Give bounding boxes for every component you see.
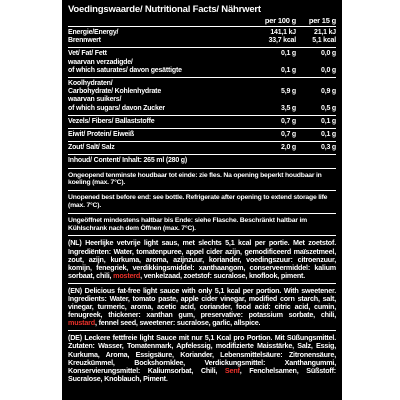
- nutrition-title: Voedingswaarde/ Nutritional Facts/ Nährwert: [68, 4, 261, 15]
- nutrition-row: [68, 118, 336, 126]
- value-per-portion: 0,1 g: [321, 117, 336, 125]
- value-per-portion: 0,0 g 0,0 g: [321, 50, 336, 74]
- nutrition-section: [68, 27, 336, 48]
- nutrition-row: [68, 131, 336, 139]
- nutrition-section: [68, 48, 336, 78]
- value-per-portion: 0,1 g: [321, 131, 336, 139]
- storage-nl: Ongeopend tenminste houdbaar tot einde: zie fles. Na opening beperkt houdbaar in koeling (max. 7°C).: [68, 169, 336, 192]
- nutrient-name: Zout/ Salt/ Salz: [68, 144, 115, 152]
- value-per-100g: 141,1 kJ 33,7 kcal: [268, 29, 296, 45]
- value-per-portion: 0,3 g: [321, 144, 336, 152]
- nutrition-section: [68, 129, 336, 142]
- value-per-100g: 5,9 g 3,5 g: [281, 88, 296, 112]
- value-per-100g: 0,7 g: [281, 117, 296, 125]
- nutrition-section: [68, 78, 336, 116]
- ingredients-en: (EN) Delicious fat-free light sauce with only 5,1 kcal per portion. With sweetener. Ingredients: Water, tomato paste, apple cider vinegar, modified corn starch, salt, vinegar, turmeric, aroma, acetic acid, coriander, food acid: citric acid, cumin, fenugreek, thickener: xanthan gum, preservative: potassium sorbate, chili, mustard, fennel seed, sweetener: sucralose, garlic, allspice.: [68, 284, 336, 331]
- value-per-100g: 0,7 g: [281, 131, 296, 139]
- nutrition-section: [68, 116, 336, 129]
- column-per-100g: per 100 g: [264, 16, 296, 25]
- nutrition-row: [68, 144, 336, 152]
- storage-de: Ungeöffnet mindestens haltbar bis Ende: siehe Flasche. Beschränkt haltbar im Kühlschrank nach dem Öffnen (max. 7°C).: [68, 214, 336, 237]
- value-per-portion: 21,1 kJ 5,1 kcal: [312, 29, 336, 45]
- ingredients-de: (DE) Leckere fettfreie light Sauce mit nur 5,1 Kcal pro Portion. Mit Süßungsmittel. Zutaten: Wasser, Tomatenmark, Apfelessig, modifizierte Maisstärke, Salz, Essig, Kurkuma, Aroma, Essigsäure, Koriander, Lebensmittelsäure: Zitronensäure, Kreuzkümmel, Bockshornklee, Verdickungsmittel: Xanthangummi, Konservierungsmittel: Kaliumsorbat, Chili, Senf, Fenchelsamen, Süßstoff: Sucralose, Knoblauch, Piment.: [68, 333, 336, 383]
- nutrition-table: [68, 27, 336, 155]
- column-header-row: [68, 16, 336, 27]
- nutrient-name: Eiwit/ Protein/ Eiweiß: [68, 131, 134, 139]
- storage-en: Unopened best before end: see bottle. Refrigerate after opening to extend storage life (max. 7°C).: [68, 191, 336, 214]
- nutrition-label: [62, 0, 342, 400]
- nutrition-section: [68, 142, 336, 155]
- allergen-highlight: mosterd: [113, 270, 141, 280]
- allergen-highlight: mustard: [68, 318, 95, 328]
- value-per-100g: 2,0 g: [281, 144, 296, 152]
- nutrition-row: [68, 29, 336, 45]
- nutrition-row: [68, 50, 336, 75]
- nutrient-name: Koolhydraten/ Carbohydrate/ Kohlenhydrate waarvan suikers/ of which sugars/ davon Zucker: [68, 80, 165, 112]
- value-per-portion: 0,9 g 0,5 g: [321, 88, 336, 112]
- allergen-highlight: Senf: [224, 365, 240, 375]
- nutrient-name: Energie/Energy/ Brennwert: [68, 29, 119, 45]
- ingredients-nl: (NL) Heerlijke vetvrije light saus, met slechts 5,1 kcal per portie. Met zoetstof. Ingrediënten: Water, tomatenpuree, appel cider azijn, gemodificeerd maïszetmeel, zout, azijn, kurkuma, aroma, azijnzuur, koriander, voedingszuur: citroenzuur, komijn, fenegriek, verdikkingsmiddel: xanthaangom, conserveermiddel: kalium sorbaat, chili, mosterd, venkelzaad, zoetstof: sucralose, knoflook, piment.: [68, 236, 336, 283]
- label-title-row: [68, 4, 336, 15]
- nutrition-row: [68, 80, 336, 113]
- nutrient-name: Vet/ Fat/ Fett waarvan verzadigde/ of which saturates/ davon gesättigte: [68, 50, 182, 74]
- content-amount: Inhoud/ Content/ Inhalt: 265 ml (280 g): [68, 155, 336, 168]
- column-per-portion: per 15 g: [308, 16, 336, 25]
- value-per-100g: 0,1 g 0,1 g: [281, 50, 296, 74]
- nutrient-name: Vezels/ Fibers/ Ballaststoffe: [68, 117, 155, 125]
